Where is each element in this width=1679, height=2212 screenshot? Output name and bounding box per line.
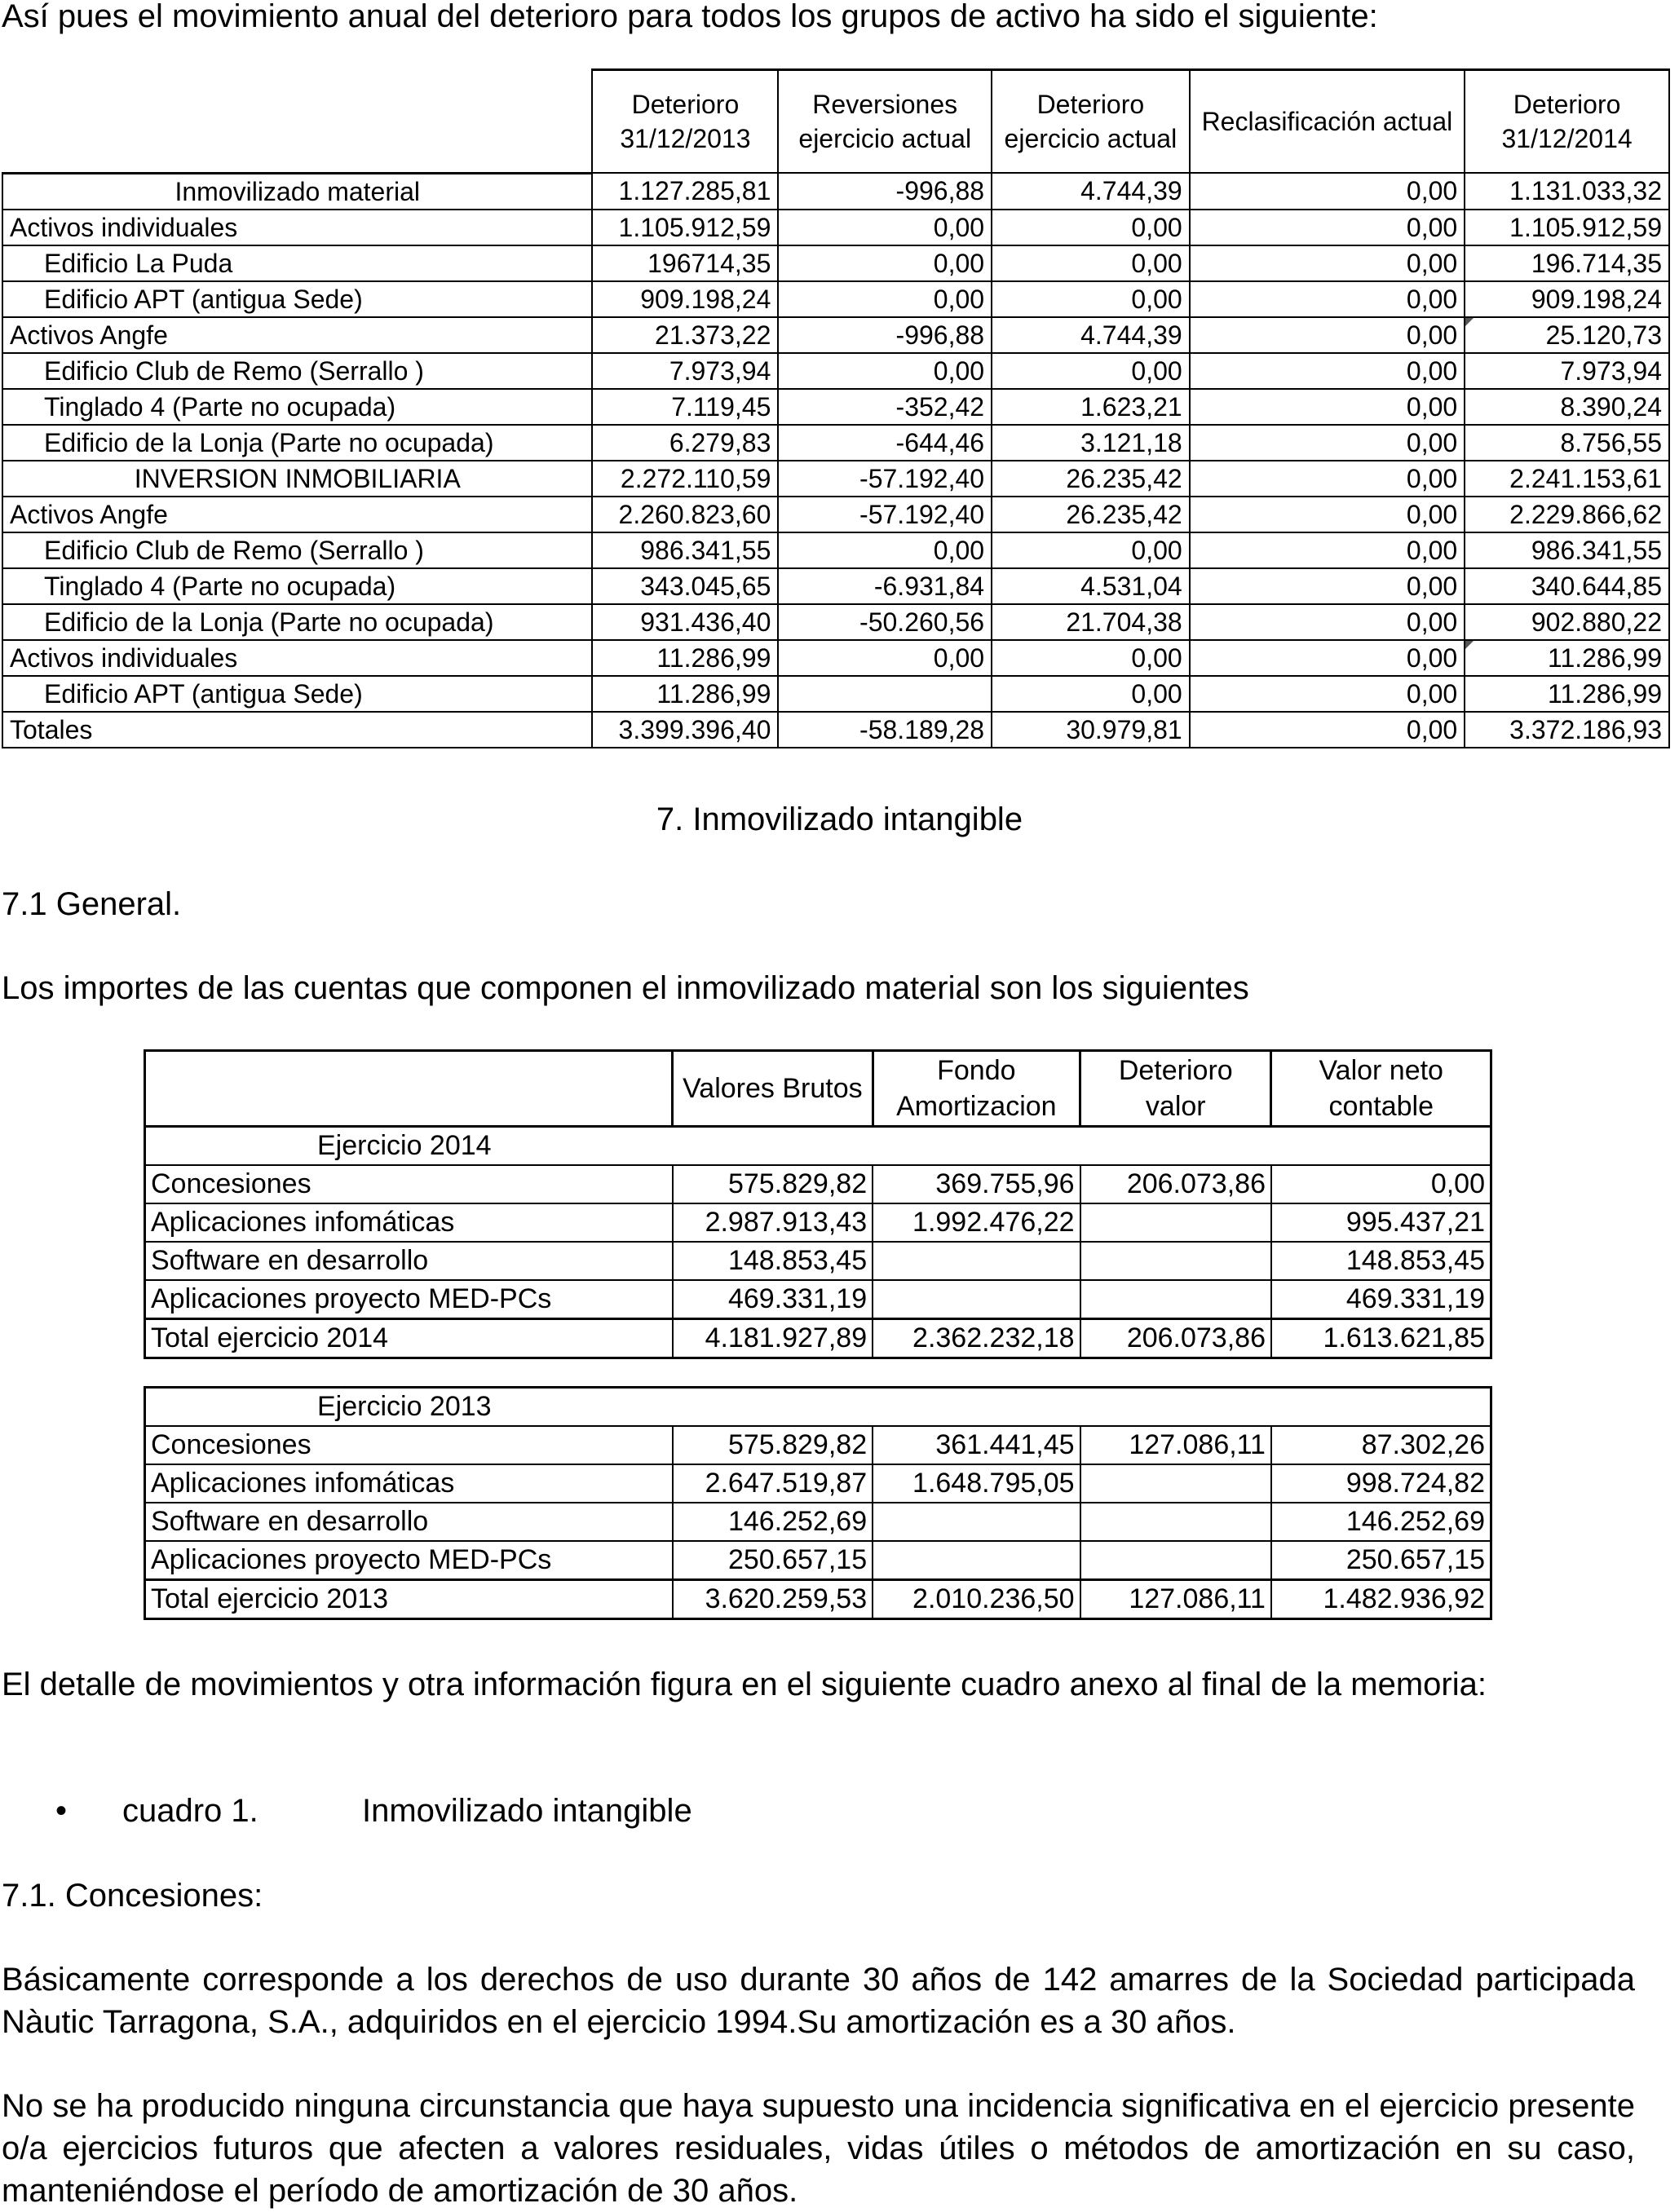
cell-value: 8.756,55 — [1465, 425, 1669, 461]
row-label: Aplicaciones infomáticas — [145, 1203, 673, 1242]
cell-value: 343.045,65 — [592, 568, 778, 604]
cell-value: 0,00 — [778, 245, 992, 281]
row-label: Inmovilizado material — [2, 173, 592, 210]
cell-value: 909.198,24 — [592, 281, 778, 317]
row-label: Edificio Club de Remo (Serrallo ) — [2, 532, 592, 568]
row-label: Activos individuales — [2, 640, 592, 676]
row-label: Activos Angfe — [2, 497, 592, 532]
cell-value: 0,00 — [778, 210, 992, 245]
cell-value: 7.119,45 — [592, 389, 778, 425]
bullet-text: Inmovilizado intangible — [362, 1793, 692, 1829]
cell-value: 87.302,26 — [1271, 1426, 1491, 1464]
cell-value: 7.973,94 — [1465, 353, 1669, 389]
cell-value: 1.992.476,22 — [873, 1203, 1080, 1242]
row-label: Software en desarrollo — [145, 1503, 673, 1541]
cell-value: 1.131.033,32 — [1465, 173, 1669, 210]
cell-value: 0,00 — [1190, 353, 1465, 389]
cell-value: 469.331,19 — [673, 1280, 873, 1319]
cell-value: 0,00 — [1190, 712, 1465, 748]
row-label: Total ejercicio 2013 — [145, 1580, 673, 1619]
cell-value: 0,00 — [1190, 281, 1465, 317]
cell-value: 146.252,69 — [1271, 1503, 1491, 1541]
cell-value: 0,00 — [1190, 425, 1465, 461]
cell-value: 4.744,39 — [992, 173, 1190, 210]
intangible-2014-table — [144, 1049, 1492, 1359]
impairment-table-header — [2, 70, 1669, 174]
cell-value: 2.987.913,43 — [673, 1203, 873, 1242]
row-label: INVERSION INMOBILIARIA — [2, 461, 592, 497]
cell-value: 2.647.519,87 — [673, 1464, 873, 1503]
cell-value: -996,88 — [778, 173, 992, 210]
intangible-2014-body — [145, 1165, 1491, 1358]
row-label: Edificio Club de Remo (Serrallo ) — [2, 353, 592, 389]
intangible-2013-table — [144, 1386, 1492, 1620]
header-col: Deterioro valor — [1080, 1051, 1271, 1127]
cell-value: 2.241.153,61 — [1465, 461, 1669, 497]
cell-value: 21.704,38 — [992, 604, 1190, 640]
cell-value: 127.086,11 — [1080, 1580, 1271, 1619]
cell-value: 148.853,45 — [673, 1242, 873, 1280]
cell-value: 30.979,81 — [992, 712, 1190, 748]
bullet-icon: • — [55, 1793, 68, 1829]
cell-value: 0,00 — [1190, 497, 1465, 532]
cell-value — [873, 1541, 1080, 1580]
row-label: Edificio de la Lonja (Parte no ocupada) — [2, 604, 592, 640]
row-label: Totales — [2, 712, 592, 748]
cell-value: 0,00 — [992, 353, 1190, 389]
cell-value: 1.482.936,92 — [1271, 1580, 1491, 1619]
cell-value: 11.286,99 — [592, 640, 778, 676]
header-blank — [2, 70, 592, 174]
row-label: Tinglado 4 (Parte no ocupada) — [2, 389, 592, 425]
cell-value: 575.829,82 — [673, 1426, 873, 1464]
table-row — [2, 317, 1669, 353]
cell-value: 2.260.823,60 — [592, 497, 778, 532]
cell-value: 0,00 — [1190, 604, 1465, 640]
amounts-intro: Los importes de las cuentas que componen el inmovilizado material son los siguientes — [2, 970, 1249, 1006]
cell-value — [873, 1242, 1080, 1280]
year-row — [145, 1388, 1491, 1427]
cell-value: 902.880,22 — [1465, 604, 1669, 640]
cell-value: 148.853,45 — [1271, 1242, 1491, 1280]
bullet-item — [55, 1790, 692, 1832]
cell-value: 909.198,24 — [1465, 281, 1669, 317]
cell-value: 11.286,99 — [592, 676, 778, 712]
row-label: Software en desarrollo — [145, 1242, 673, 1280]
row-label: Activos individuales — [2, 210, 592, 245]
row-label: Concesiones — [145, 1426, 673, 1464]
concesiones-paragraph-1: Básicamente corresponde a los derechos de uso durante 30 años de 142 amarres de la Sociedad participada Nàutic Tarragona, S.A., adquiridos en el ejercicio 1994.Su amortización es a 30 años. — [2, 1962, 1635, 2040]
cell-value: -352,42 — [778, 389, 992, 425]
cell-value: 26.235,42 — [992, 461, 1190, 497]
detail-text: El detalle de movimientos y otra información figura en el siguiente cuadro anexo al final de la memoria: — [2, 1667, 1487, 1702]
header-col: Reclasificación actual — [1190, 70, 1465, 174]
cell-value: 986.341,55 — [1465, 532, 1669, 568]
cell-value: 1.105.912,59 — [592, 210, 778, 245]
concesiones-paragraph-2: No se ha producido ninguna circunstancia que haya supuesto una incidencia significativa en el ejercicio presente o/a ejercicios futuros que afecten a valores residuales, vidas útiles o métodos de amortización en su caso, manteniéndose el período de amortización de 30 años. — [2, 2088, 1635, 2209]
cell-value: 1.613.621,85 — [1271, 1319, 1491, 1358]
table-row — [2, 640, 1669, 676]
cell-value: -644,46 — [778, 425, 992, 461]
cell-value: 0,00 — [1190, 461, 1465, 497]
cell-value: 361.441,45 — [873, 1426, 1080, 1464]
cell-value: 995.437,21 — [1271, 1203, 1491, 1242]
cell-value — [1080, 1541, 1271, 1580]
cell-value: 986.341,55 — [592, 532, 778, 568]
cell-value: 0,00 — [778, 640, 992, 676]
cell-value: 146.252,69 — [673, 1503, 873, 1541]
cell-value: 8.390,24 — [1465, 389, 1669, 425]
cell-value: 2.362.232,18 — [873, 1319, 1080, 1358]
header-col: Deterioro 31/12/2014 — [1465, 70, 1669, 174]
cell-value: -996,88 — [778, 317, 992, 353]
cell-value: 2.229.866,62 — [1465, 497, 1669, 532]
cell-value: 2.010.236,50 — [873, 1580, 1080, 1619]
table-row — [2, 712, 1669, 748]
header-blank — [145, 1051, 673, 1127]
table-row — [2, 425, 1669, 461]
year-row — [145, 1127, 1491, 1166]
cell-value: 25.120,73 — [1465, 317, 1669, 353]
cell-value: 0,00 — [778, 353, 992, 389]
cell-value: 575.829,82 — [673, 1165, 873, 1203]
cell-value: 206.073,86 — [1080, 1319, 1271, 1358]
cell-value: 0,00 — [992, 532, 1190, 568]
header-col: Valor neto contable — [1271, 1051, 1491, 1127]
table-row — [2, 281, 1669, 317]
table-row — [2, 210, 1669, 245]
year-label: Ejercicio 2014 — [145, 1127, 1491, 1166]
cell-value: 11.286,99 — [1465, 640, 1669, 676]
row-label: Aplicaciones infomáticas — [145, 1464, 673, 1503]
cell-value: 1.623,21 — [992, 389, 1190, 425]
cell-value — [778, 676, 992, 712]
cell-value: 0,00 — [1190, 389, 1465, 425]
row-label: Edificio La Puda — [2, 245, 592, 281]
cell-value — [1080, 1503, 1271, 1541]
cell-value: 0,00 — [1271, 1165, 1491, 1203]
row-label: Tinglado 4 (Parte no ocupada) — [2, 568, 592, 604]
intangible-2013-body — [145, 1426, 1491, 1619]
cell-value: 0,00 — [992, 640, 1190, 676]
table-row — [2, 604, 1669, 640]
section-title: 7. Inmovilizado intangible — [656, 801, 1023, 837]
cell-value — [873, 1280, 1080, 1319]
table-row — [145, 1280, 1491, 1319]
row-label: Aplicaciones proyecto MED-PCs — [145, 1541, 673, 1580]
year-label: Ejercicio 2013 — [145, 1388, 1491, 1427]
cell-value: 4.531,04 — [992, 568, 1190, 604]
header-col: Valores Brutos — [673, 1051, 873, 1127]
cell-value: 3.372.186,93 — [1465, 712, 1669, 748]
row-label: Concesiones — [145, 1165, 673, 1203]
header-col: Reversiones ejercicio actual — [778, 70, 992, 174]
table-row — [145, 1503, 1491, 1541]
table-row — [2, 245, 1669, 281]
cell-value: 3.121,18 — [992, 425, 1190, 461]
cell-value: 998.724,82 — [1271, 1464, 1491, 1503]
cell-value: 21.373,22 — [592, 317, 778, 353]
cell-value: 0,00 — [1190, 568, 1465, 604]
table-row — [145, 1319, 1491, 1358]
header-col: Fondo Amortizacion — [873, 1051, 1080, 1127]
table-row — [145, 1426, 1491, 1464]
cell-value: 26.235,42 — [992, 497, 1190, 532]
cell-value: -58.189,28 — [778, 712, 992, 748]
impairment-table — [2, 68, 1670, 748]
cell-value: 3.399.396,40 — [592, 712, 778, 748]
cell-value: 7.973,94 — [592, 353, 778, 389]
cell-value: 0,00 — [1190, 245, 1465, 281]
cell-value: 0,00 — [1190, 173, 1465, 210]
cell-value: 0,00 — [1190, 676, 1465, 712]
concesiones-heading: 7.1. Concesiones: — [2, 1878, 263, 1914]
row-label: Activos Angfe — [2, 317, 592, 353]
row-label: Aplicaciones proyecto MED-PCs — [145, 1280, 673, 1319]
cell-value: 0,00 — [1190, 532, 1465, 568]
bullet-label: cuadro 1. — [122, 1793, 258, 1829]
cell-value: 1.127.285,81 — [592, 173, 778, 210]
cell-value — [1080, 1203, 1271, 1242]
table-row — [2, 461, 1669, 497]
cell-value: 0,00 — [778, 532, 992, 568]
cell-value: 931.436,40 — [592, 604, 778, 640]
cell-value: 340.644,85 — [1465, 568, 1669, 604]
table-row — [2, 676, 1669, 712]
cell-value: 0,00 — [992, 245, 1190, 281]
table-row — [2, 389, 1669, 425]
cell-value: 127.086,11 — [1080, 1426, 1271, 1464]
cell-value: 250.657,15 — [673, 1541, 873, 1580]
cell-value: 0,00 — [1190, 317, 1465, 353]
cell-value: 0,00 — [992, 676, 1190, 712]
table-row — [145, 1464, 1491, 1503]
cell-value: 11.286,99 — [1465, 676, 1669, 712]
subsection-general: 7.1 General. — [2, 886, 182, 922]
cell-value: 6.279,83 — [592, 425, 778, 461]
cell-value: 4.744,39 — [992, 317, 1190, 353]
intangible-table-header — [145, 1051, 1491, 1127]
cell-value: 250.657,15 — [1271, 1541, 1491, 1580]
table-row — [145, 1541, 1491, 1580]
row-label: Total ejercicio 2014 — [145, 1319, 673, 1358]
cell-value: 369.755,96 — [873, 1165, 1080, 1203]
cell-value: 4.181.927,89 — [673, 1319, 873, 1358]
cell-value: -50.260,56 — [778, 604, 992, 640]
cell-value — [1080, 1280, 1271, 1319]
table-row — [2, 568, 1669, 604]
table-row — [145, 1242, 1491, 1280]
cell-value: 0,00 — [1190, 640, 1465, 676]
table-row — [145, 1580, 1491, 1619]
cell-value: 469.331,19 — [1271, 1280, 1491, 1319]
cell-value — [1080, 1242, 1271, 1280]
cell-value — [873, 1503, 1080, 1541]
cell-value: 206.073,86 — [1080, 1165, 1271, 1203]
cell-value: 0,00 — [992, 210, 1190, 245]
header-col: Deterioro 31/12/2013 — [592, 70, 778, 174]
impairment-table-body — [2, 173, 1669, 748]
cell-value: -57.192,40 — [778, 461, 992, 497]
cell-value: -6.931,84 — [778, 568, 992, 604]
table-row — [2, 532, 1669, 568]
row-label: Edificio de la Lonja (Parte no ocupada) — [2, 425, 592, 461]
cell-value: -57.192,40 — [778, 497, 992, 532]
cell-value — [1080, 1464, 1271, 1503]
intro-text: Así pues el movimiento anual del deterioro para todos los grupos de activo ha sido el siguiente: — [2, 0, 1378, 34]
table-row — [145, 1203, 1491, 1242]
table-row — [2, 173, 1669, 210]
table-row — [2, 353, 1669, 389]
row-label: Edificio APT (antigua Sede) — [2, 281, 592, 317]
cell-value: 1.648.795,05 — [873, 1464, 1080, 1503]
cell-value: 196.714,35 — [1465, 245, 1669, 281]
cell-value: 3.620.259,53 — [673, 1580, 873, 1619]
header-col: Deterioro ejercicio actual — [992, 70, 1190, 174]
cell-value: 196714,35 — [592, 245, 778, 281]
table-row — [145, 1165, 1491, 1203]
cell-value: 0,00 — [992, 281, 1190, 317]
cell-value: 0,00 — [778, 281, 992, 317]
cell-value: 0,00 — [1190, 210, 1465, 245]
table-row — [2, 497, 1669, 532]
cell-value: 2.272.110,59 — [592, 461, 778, 497]
row-label: Edificio APT (antigua Sede) — [2, 676, 592, 712]
cell-value: 1.105.912,59 — [1465, 210, 1669, 245]
